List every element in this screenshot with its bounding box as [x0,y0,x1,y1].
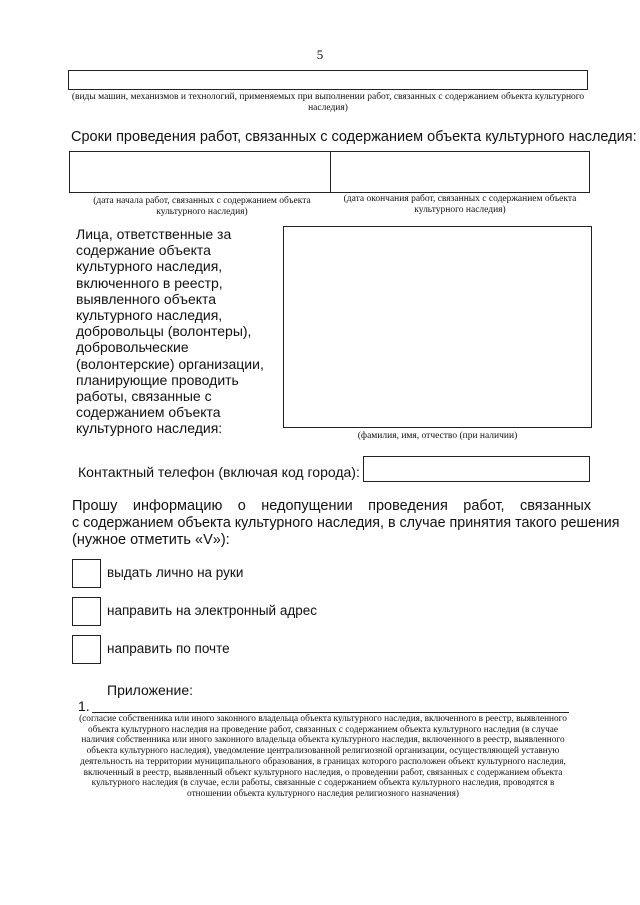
start-date-field[interactable] [69,151,331,193]
request-word: проведения [368,498,448,514]
machinery-field[interactable] [68,70,588,90]
terms-heading: Сроки проведения работ, связанных с содержанием объекта культурного наследия: [71,129,637,145]
appendix-caption: (согласие собственника или иного законного владельца объекта культурного наследия, включенного в реестр, выявленного объекта культурного наследия на проведение работ, связанных с содержанием объекта культурного наследия (в случае наличия собственника или иного законного владельца объекта культурного наследия, включенного в реестр, выявленного объекта культурного наследия), уведомление централизованной религиозной организации, осуществляющей уставную деятельность на территории муниципального образования, в границах которого расположен объект культурного наследия, включенный в реестр, выявленный объект культурного наследия, о проведении работ, связанных с содержанием объекта культурного наследия (в случае, если работы, связанные с содержанием объекта культурного наследия, проводятся в отношении объекта культурного наследия религиозного назначения) [79,714,567,799]
page-number: 5 [316,47,324,62]
option-label-in-person: выдать лично на руки [107,565,244,580]
end-date-caption: (дата окончания работ, связанных с содержанием объекта культурного наследия) [343,194,577,215]
request-word: связанных [519,498,591,514]
phone-label: Контактный телефон (включая код города): [78,464,360,480]
request-word: информацию [132,498,223,514]
option-checkbox-post[interactable] [72,635,101,664]
request-word: Прошу [72,498,118,514]
option-label-email: направить на электронный адрес [107,603,317,618]
request-line-2: с содержанием объекта культурного наследия, в случае принятия такого решения [72,515,620,531]
option-label-post: направить по почте [107,641,230,656]
option-checkbox-in-person[interactable] [72,559,101,588]
appendix-item-number: 1. [78,698,90,714]
start-date-caption: (дата начала работ, связанных с содержанием объекта культурного наследия) [93,196,311,217]
request-word: недопущении [261,498,353,514]
persons-label: Лица, ответственные за содержание объекта культурного наследия, включенного в реестр, выявленного объекта культурного наследия, добровольцы (волонтеры), добровольческие (волонтерские) организации, планирующие проводить работы, связанные с содержанием объекта культурного наследия: [76,226,264,437]
appendix-line[interactable] [92,712,569,713]
request-word: о [237,498,246,514]
machinery-caption: (виды машин, механизмов и технологий, применяемых при выполнении работ, связанных с содержанием объекта культурного наследия) [71,92,585,113]
request-line-1 [72,498,591,515]
option-checkbox-email[interactable] [72,597,101,626]
appendix-title: Приложение: [107,682,194,698]
request-line-3: (нужное отметить «V»): [72,532,230,548]
end-date-field[interactable] [330,151,590,193]
phone-field[interactable] [363,456,590,482]
persons-field[interactable] [283,226,592,428]
request-word: работ, [463,498,505,514]
persons-caption: (фамилия, имя, отчество (при наличии) [357,431,518,441]
